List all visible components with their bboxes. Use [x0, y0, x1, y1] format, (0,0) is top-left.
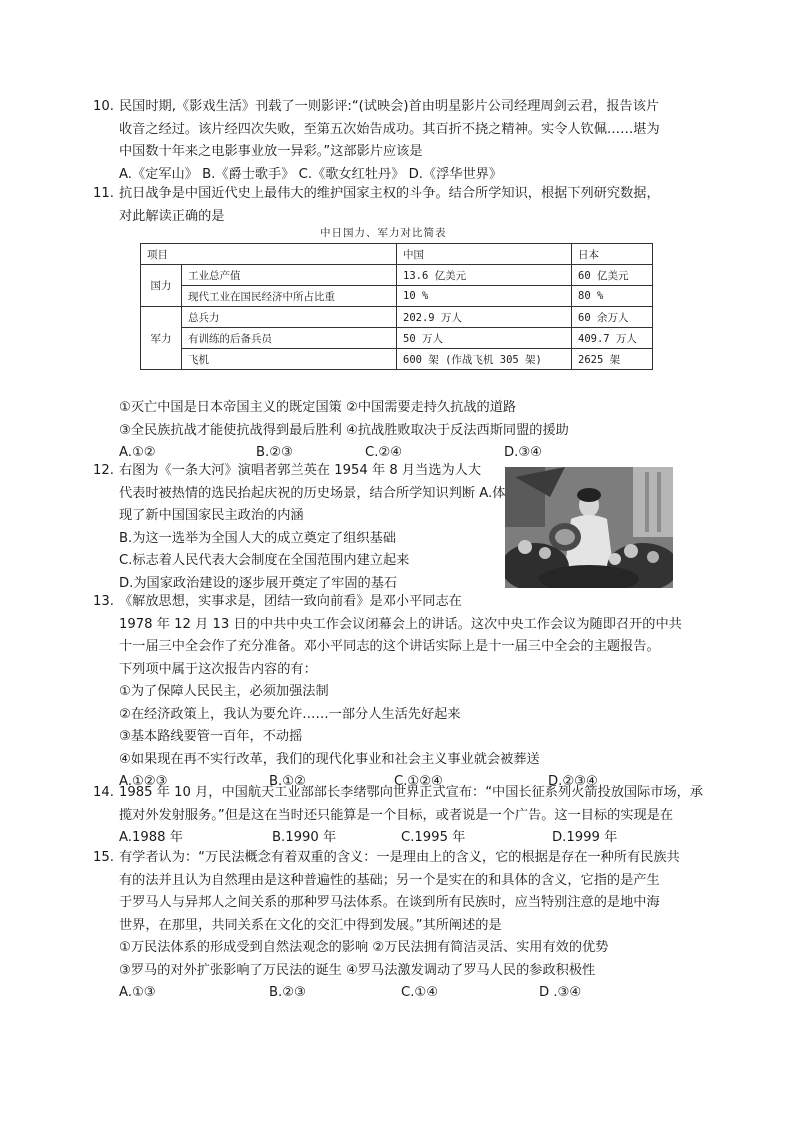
- table-cell: 60 余万人: [572, 307, 653, 328]
- question-number: 10.: [93, 99, 114, 114]
- question-text: 民国时期,《影戏生活》刊载了一则影评:“(试映会)首由明星影片公司经理周剑云君，报告该片: [119, 99, 660, 114]
- question-text: 揽对外发射服务。”但是这在当时还只能算是一个目标，或者说是一个广告。这一目标的实现是在: [119, 807, 674, 823]
- question-15: [93, 847, 707, 1005]
- option-a: A.①②: [119, 445, 156, 460]
- question-text: 代表时被热情的选民抬起庆祝的历史场景，结合所学知识判断 A.体: [119, 485, 506, 501]
- table-cell: 50 万人: [397, 328, 572, 349]
- option-c: C.①②④: [394, 774, 443, 789]
- question-number: 13.: [93, 594, 114, 609]
- table-cell: 飞机: [182, 349, 397, 370]
- question-text: 抗日战争是中国近代史上最伟大的维护国家主权的斗争。结合所学知识，根据下列研究数据，: [119, 186, 660, 201]
- statement-line: ①灭亡中国是日本帝国主义的既定国策 ②中国需要走持久抗战的道路: [119, 400, 517, 415]
- question-number: 15.: [93, 850, 114, 865]
- statement-line: ③全民族抗战才能使抗战得到最后胜利 ④抗战胜败取决于反法西斯同盟的援助: [119, 422, 569, 438]
- table-row: [141, 286, 653, 307]
- option-d: D.②③④: [548, 774, 598, 789]
- table-cell: 总兵力: [182, 307, 397, 328]
- question-text: 有的法并且认为自然理由是这种普遍性的基础；另一个是实在的和具体的含义，它指的是产生: [119, 872, 660, 888]
- option-a: A.①②③: [119, 774, 168, 789]
- question-text: 下列项中属于这次报告内容的有：: [119, 661, 317, 677]
- table-header-cell: 中国: [397, 244, 572, 265]
- question-text: 1985 年 10 月，中国航天工业部部长李绪鄂向世界正式宣布：“中国长征系列火箭投放国际市场，承: [119, 785, 704, 800]
- statement-line: ②在经济政策上，我认为要允许……一部分人生活先好起来: [119, 706, 461, 722]
- table-cell: 现代工业在国民经济中所占比重: [182, 286, 397, 307]
- question-text: 1978 年 12 月 13 日的中共中央工作会议闭幕会上的讲话。这次中央工作会议为随即召开的中共: [119, 616, 682, 632]
- option-c: C.①④: [401, 985, 439, 1000]
- question-text: 十一届三中全会作了充分准备。邓小平同志的这个讲话实际上是十一届三中全会的主题报告。: [119, 639, 660, 654]
- statement-line: ③罗马的对外扩张影响了万民法的诞生 ④罗马法激发调动了罗马人民的参政积极性: [119, 962, 596, 978]
- option-c: C.②④: [365, 445, 403, 460]
- table-cell: 工业总产值: [182, 265, 397, 286]
- question-number: 11.: [93, 186, 114, 201]
- question-text: 现了新中国国家民主政治的内涵: [119, 508, 304, 523]
- option-d: D.1999 年: [552, 830, 618, 845]
- question-text: 《解放思想，实事求是，团结一致向前看》是邓小平同志在: [119, 594, 462, 609]
- table-cell: 2625 架: [572, 349, 653, 370]
- table-row: [141, 265, 653, 286]
- table-header-cell: 日本: [572, 244, 653, 265]
- table-cell: 600 架 (作战飞机 305 架): [397, 349, 572, 370]
- table-cell: 409.7 万人: [572, 328, 653, 349]
- option-b: B.②③: [269, 985, 306, 1000]
- option-d: D .③④: [539, 985, 582, 1000]
- table-row: [141, 307, 653, 328]
- table-header-row: [141, 244, 653, 265]
- statement-line: ①万民法体系的形成受到自然法观念的影响 ②万民法拥有简洁灵活、实用有效的优势: [119, 940, 609, 955]
- option-b: B.②③: [256, 445, 293, 460]
- table-cell: 80 %: [572, 286, 653, 307]
- question-text: 收音之经过。该片经四次失败，至第五次始告成功。其百折不挠之精神。实令人钦佩……堪为: [119, 121, 660, 137]
- answer-options: [97, 982, 707, 1005]
- table-row: [141, 328, 653, 349]
- question-text: 右图为《一条大河》演唱者郭兰英在 1954 年 8 月当选为人大: [119, 463, 482, 478]
- table-group-label: 军力: [141, 307, 182, 370]
- question-10: [93, 96, 707, 186]
- option-b: B.为这一选举为全国人大的成立奠定了组织基础: [119, 530, 396, 546]
- option-a: A.①③: [119, 985, 156, 1000]
- statement-line: ④如果现在再不实行改革，我们的现代化事业和社会主义事业就会被葬送: [119, 751, 540, 767]
- option-c: C.标志着人民代表大会制度在全国范围内建立起来: [119, 553, 410, 568]
- question-14: [93, 782, 707, 850]
- option-d: D.为国家政治建设的逐步展开奠定了牢固的基石: [119, 575, 398, 591]
- table-cell: 202.9 万人: [397, 307, 572, 328]
- table-row: [141, 349, 653, 370]
- table-cell: 有训练的后备兵员: [182, 328, 397, 349]
- option-d: D.③④: [504, 445, 542, 460]
- statement-line: ①为了保障人民民主，必须加强法制: [119, 684, 329, 699]
- photo-illustration: [505, 467, 673, 588]
- table-header-cell: 项目: [141, 244, 397, 265]
- historical-photo: [505, 467, 673, 588]
- question-text: 有学者认为：“万民法概念有着双重的含义：一是理由上的含义，它的根据是存在一种所有民族共: [119, 850, 680, 865]
- table-cell: 13.6 亿美元: [397, 265, 572, 286]
- question-number: 14.: [93, 785, 114, 800]
- question-11: [93, 183, 707, 228]
- question-11-statements: [97, 397, 707, 465]
- question-text: 对此解读正确的是: [119, 208, 225, 224]
- answer-options: A.《定军山》 B.《爵士歌手》 C.《歌女红牡丹》 D.《浮华世界》: [119, 166, 503, 182]
- option-b: B.1990 年: [272, 830, 337, 845]
- table-cell: 60 亿美元: [572, 265, 653, 286]
- option-b: B.①②: [269, 774, 306, 789]
- table-cell: 10 %: [397, 286, 572, 307]
- option-c: C.1995 年: [401, 830, 466, 845]
- comparison-table: [140, 243, 653, 370]
- question-text: 于罗马人与异邦人之间关系的那种罗马法体系。在谈到所有民族时，应当特别注意的是地中海: [119, 895, 660, 910]
- table-title: 中日国力、军力对比简表: [320, 227, 447, 239]
- statement-line: ③基本路线要管一百年，不动摇: [119, 729, 303, 744]
- table-group-label: 国力: [141, 265, 182, 307]
- question-text: 世界，在那里，共同关系在文化的交汇中得到发展。”其所阐述的是: [119, 917, 502, 933]
- question-text: 中国数十年来之电影事业放一异彩。”这部影片应该是: [119, 144, 423, 159]
- question-number: 12.: [93, 463, 114, 478]
- option-a: A.1988 年: [119, 830, 183, 845]
